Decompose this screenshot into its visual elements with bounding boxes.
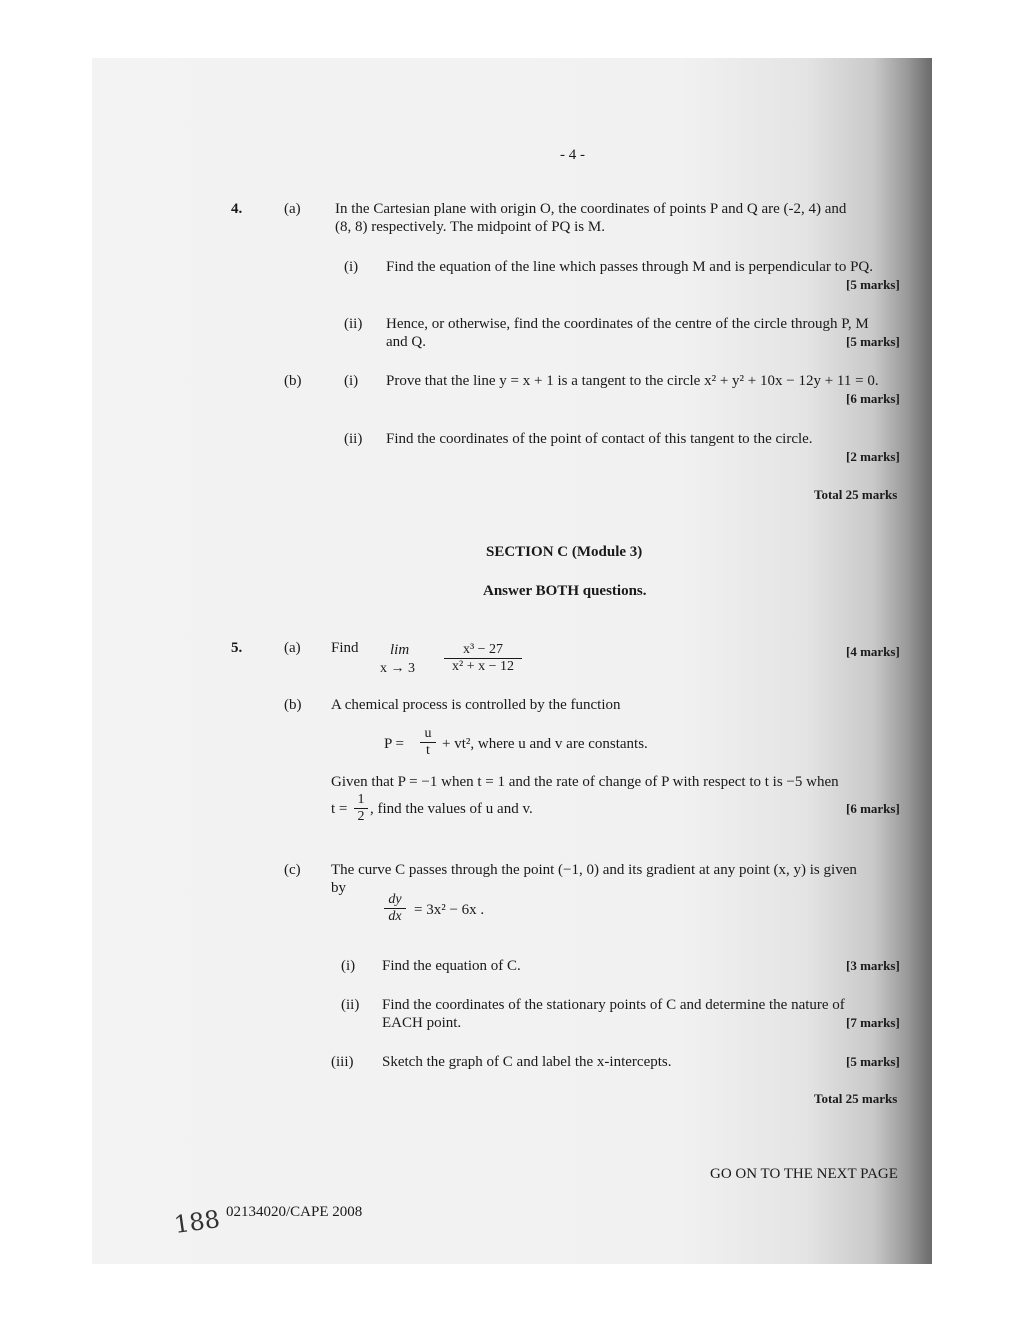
q5ci-label: (i) bbox=[341, 958, 356, 974]
q5ci-marks: [3 marks] bbox=[846, 958, 900, 973]
q5a-marks: [4 marks] bbox=[846, 644, 900, 659]
q5c-deriv-num: dy bbox=[384, 892, 406, 909]
q5cii-label: (ii) bbox=[341, 997, 360, 1013]
q5c-deriv-rest: = 3x² − 6x . bbox=[414, 902, 485, 918]
q4aii-text-line1: Hence, or otherwise, find the coordinates of the centre of the circle through P, M bbox=[386, 316, 869, 332]
q5b-intro: A chemical process is controlled by the function bbox=[331, 697, 621, 713]
q5b-formula-lhs: P = bbox=[384, 736, 404, 752]
q5-number: 5. bbox=[231, 640, 243, 656]
section-c-title: SECTION C (Module 3) bbox=[486, 544, 643, 560]
q5b-given-line1: Given that P = −1 when t = 1 and the rate of change of P with respect to t is −5 when bbox=[331, 774, 839, 790]
q4ai-marks: [5 marks] bbox=[846, 277, 900, 292]
q5a-fraction bbox=[444, 642, 522, 675]
q5cii-text-line2: EACH point. bbox=[382, 1015, 462, 1031]
q5c-text-line1: The curve C passes through the point (−1, 0) and its gradient at any point (x, y) is given bbox=[331, 862, 857, 878]
q5b-given-den: 2 bbox=[357, 809, 365, 824]
q5b-formula-rest: + vt², where u and v are constants. bbox=[442, 736, 648, 752]
q5b-formula-den: t bbox=[426, 743, 430, 758]
paper-code: 02134020/CAPE 2008 bbox=[226, 1204, 363, 1220]
q5a-find: Find bbox=[331, 640, 359, 656]
q5a-denominator: x² + x − 12 bbox=[452, 659, 514, 674]
q4bi-text: Prove that the line y = x + 1 is a tangent to the circle x² + y² + 10x − 12y + 11 = 0. bbox=[386, 373, 879, 389]
q5ciii-text: Sketch the graph of C and label the x-intercepts. bbox=[382, 1054, 672, 1070]
q5ci-text: Find the equation of C. bbox=[382, 958, 521, 974]
q4-total: Total 25 marks bbox=[814, 487, 898, 502]
section-c-instruction: Answer BOTH questions. bbox=[483, 583, 647, 599]
q4aii-label: (ii) bbox=[344, 316, 363, 332]
q4-number: 4. bbox=[231, 201, 243, 217]
q5cii-text-line1: Find the coordinates of the stationary points of C and determine the nature of bbox=[382, 997, 845, 1013]
q4a-label: (a) bbox=[284, 201, 301, 217]
page-number: - 4 - bbox=[560, 147, 585, 163]
q4bii-label: (ii) bbox=[344, 431, 363, 447]
q4bii-marks: [2 marks] bbox=[846, 449, 900, 464]
q5b-given-num: 1 bbox=[354, 792, 368, 809]
q5b-label: (b) bbox=[284, 697, 302, 713]
q4bi-label: (i) bbox=[344, 373, 359, 389]
q5a-label: (a) bbox=[284, 640, 301, 656]
q5c-text-line2: by bbox=[331, 880, 346, 896]
q5b-given-rest: , find the values of u and v. bbox=[370, 801, 533, 817]
q5ciii-label: (iii) bbox=[331, 1054, 354, 1070]
q5c-deriv-den: dx bbox=[388, 909, 402, 924]
q5c-label: (c) bbox=[284, 862, 301, 878]
q4bii-text: Find the coordinates of the point of contact of this tangent to the circle. bbox=[386, 431, 813, 447]
q4a-text-line1: In the Cartesian plane with origin O, the coordinates of points P and Q are (-2, 4) and bbox=[335, 201, 847, 217]
q5c-derivative bbox=[384, 892, 406, 925]
q4b-label: (b) bbox=[284, 373, 302, 389]
q5b-given-t: t = bbox=[331, 801, 348, 817]
q5b-given-fraction bbox=[354, 792, 368, 825]
q4a-text-line2: (8, 8) respectively. The midpoint of PQ is M. bbox=[335, 219, 605, 235]
q4aii-text-line2: and Q. bbox=[386, 334, 426, 350]
q5cii-marks: [7 marks] bbox=[846, 1015, 900, 1030]
q5b-formula-fraction bbox=[420, 726, 436, 759]
q4ai-text: Find the equation of the line which passes through M and is perpendicular to PQ. bbox=[386, 259, 873, 275]
q4bi-marks: [6 marks] bbox=[846, 391, 900, 406]
q5ciii-marks: [5 marks] bbox=[846, 1054, 900, 1069]
q5b-formula-num: u bbox=[420, 726, 436, 743]
q5b-marks: [6 marks] bbox=[846, 801, 900, 816]
q5a-lim: lim bbox=[390, 642, 410, 658]
q4ai-label: (i) bbox=[344, 259, 359, 275]
q5a-lim-sub: x → 3 bbox=[380, 661, 415, 676]
q5a-numerator: x³ − 27 bbox=[444, 642, 522, 659]
handwritten-page-number: 188 bbox=[172, 1204, 222, 1240]
go-on-notice: GO ON TO THE NEXT PAGE bbox=[710, 1166, 898, 1182]
q4aii-marks: [5 marks] bbox=[846, 334, 900, 349]
q5-total: Total 25 marks bbox=[814, 1091, 898, 1106]
